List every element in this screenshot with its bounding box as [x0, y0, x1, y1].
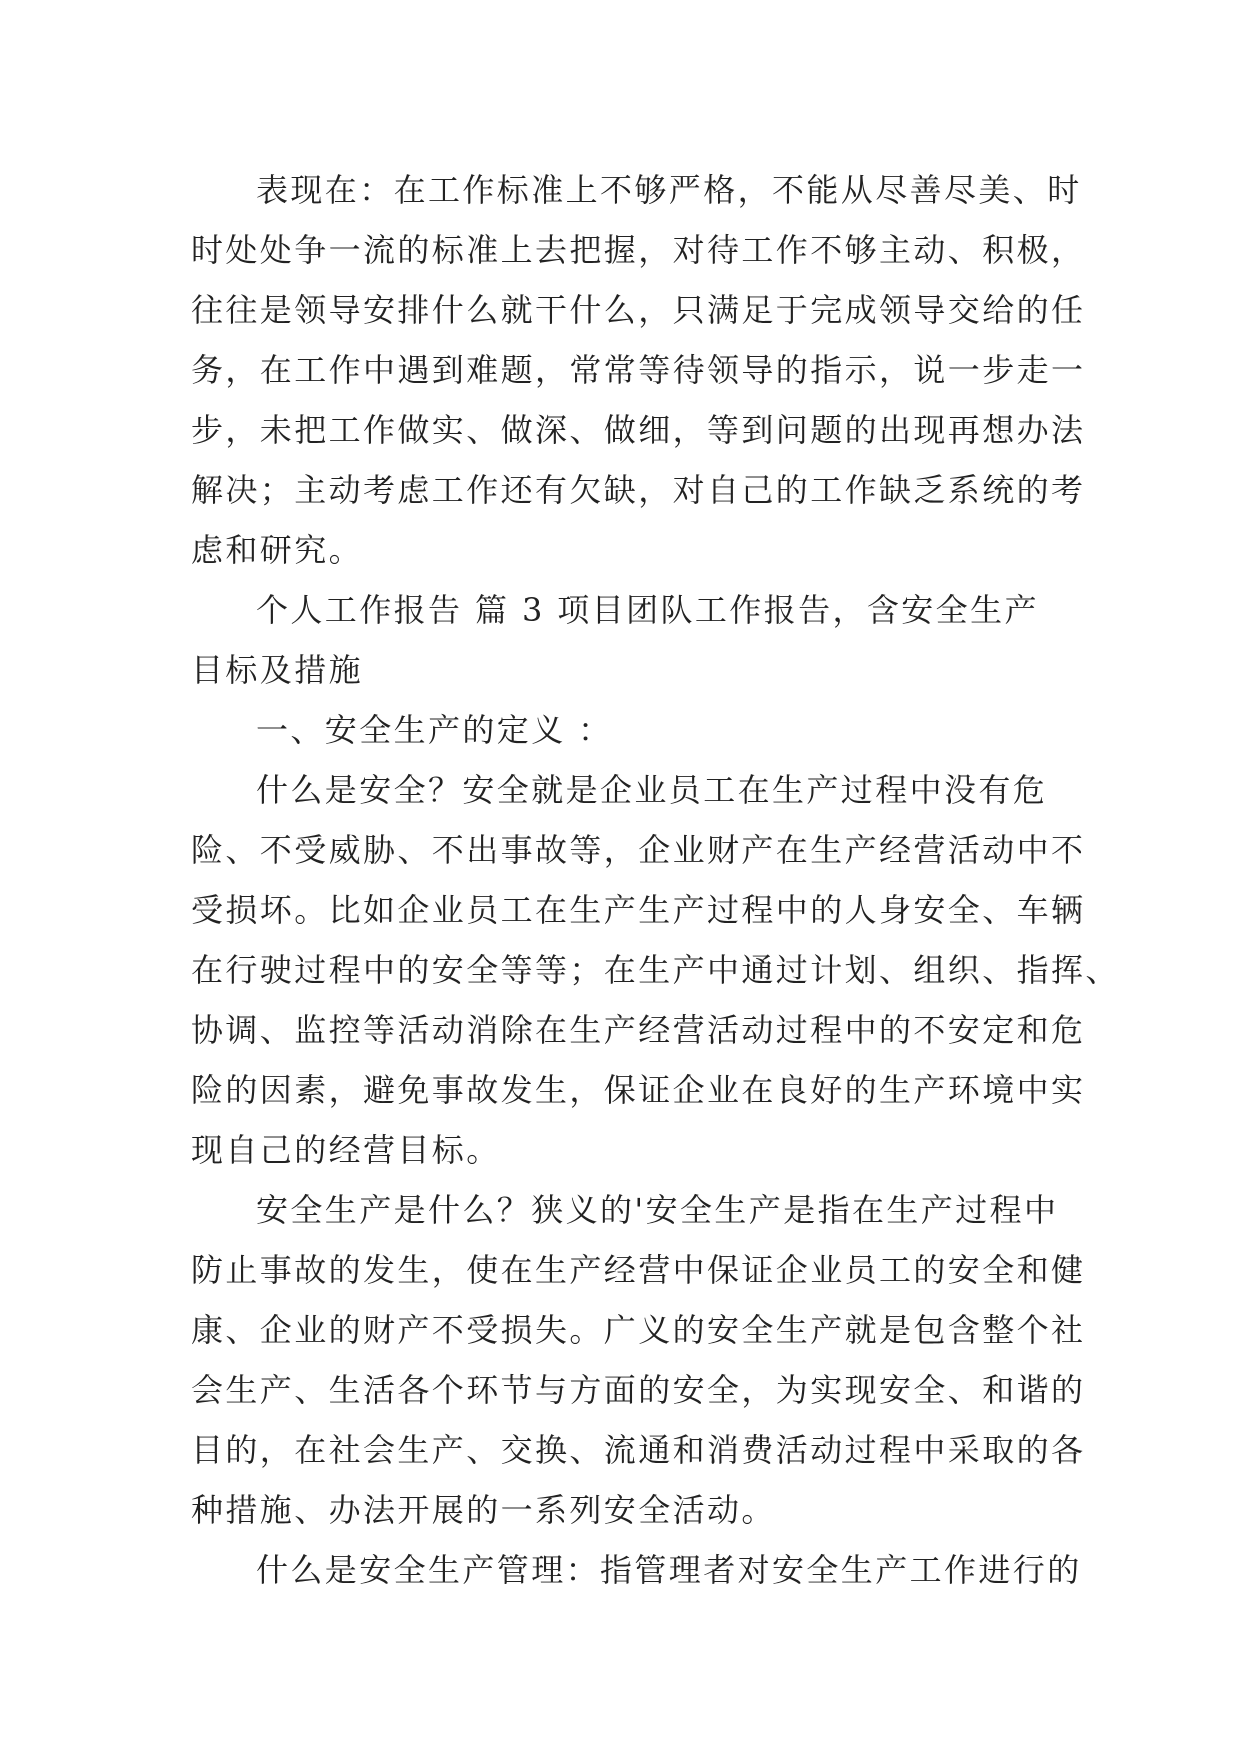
text-line: 会生产、生活各个环节与方面的安全，为实现安全、和谐的: [191, 1371, 1086, 1409]
text-line: 务，在工作中遇到难题，常常等待领导的指示，说一步走一: [191, 351, 1086, 389]
text-line: 步，未把工作做实、做深、做细，等到问题的出现再想办法: [191, 411, 1086, 449]
text-line: 往往是领导安排什么就干什么，只满足于完成领导交给的任: [191, 291, 1086, 329]
text-line: 解决；主动考虑工作还有欠缺，对自己的工作缺乏系统的考: [191, 471, 1086, 509]
text-line: 时处处争一流的标准上去把握，对待工作不够主动、积极，: [191, 231, 1086, 269]
text-line: 目的，在社会生产、交换、流通和消费活动过程中采取的各: [191, 1431, 1086, 1469]
text-line: 防止事故的发生，使在生产经营中保证企业员工的安全和健: [191, 1251, 1086, 1289]
text-line: 受损坏。比如企业员工在生产生产过程中的人身安全、车辆: [191, 891, 1086, 929]
text-line: 表现在：在工作标准上不够严格，不能从尽善尽美、时: [256, 171, 1082, 209]
section-heading-line: 目标及措施: [191, 651, 364, 689]
text-line: 现自己的经营目标。: [191, 1131, 501, 1169]
text-line: 康、企业的财产不受损失。广义的安全生产就是包含整个社: [191, 1311, 1086, 1349]
text-line: 什么是安全生产管理：指管理者对安全生产工作进行的: [256, 1551, 1082, 1589]
text-line: 协调、监控等活动消除在生产经营活动过程中的不安定和危: [191, 1011, 1086, 1049]
text-line: 险的因素，避免事故发生，保证企业在良好的生产环境中实: [191, 1071, 1086, 1109]
subsection-heading: 一、安全生产的定义 ：: [256, 711, 613, 749]
text-line: 种措施、办法开展的一系列安全活动。: [191, 1491, 776, 1529]
document-body: [191, 160, 1120, 1600]
text-line: 险、不受威胁、不出事故等，企业财产在生产经营活动中不: [191, 831, 1086, 869]
text-line: 在行驶过程中的安全等等；在生产中通过计划、组织、指挥、: [191, 951, 1120, 989]
text-line: 虑和研究。: [191, 531, 364, 569]
section-heading-line: 个人工作报告 篇 3 项目团队工作报告，含安全生产: [256, 591, 1039, 629]
text-line: 安全生产是什么？狭义的'安全生产是指在生产过程中: [256, 1191, 1059, 1229]
text-line: 什么是安全？安全就是企业员工在生产过程中没有危: [256, 771, 1048, 809]
